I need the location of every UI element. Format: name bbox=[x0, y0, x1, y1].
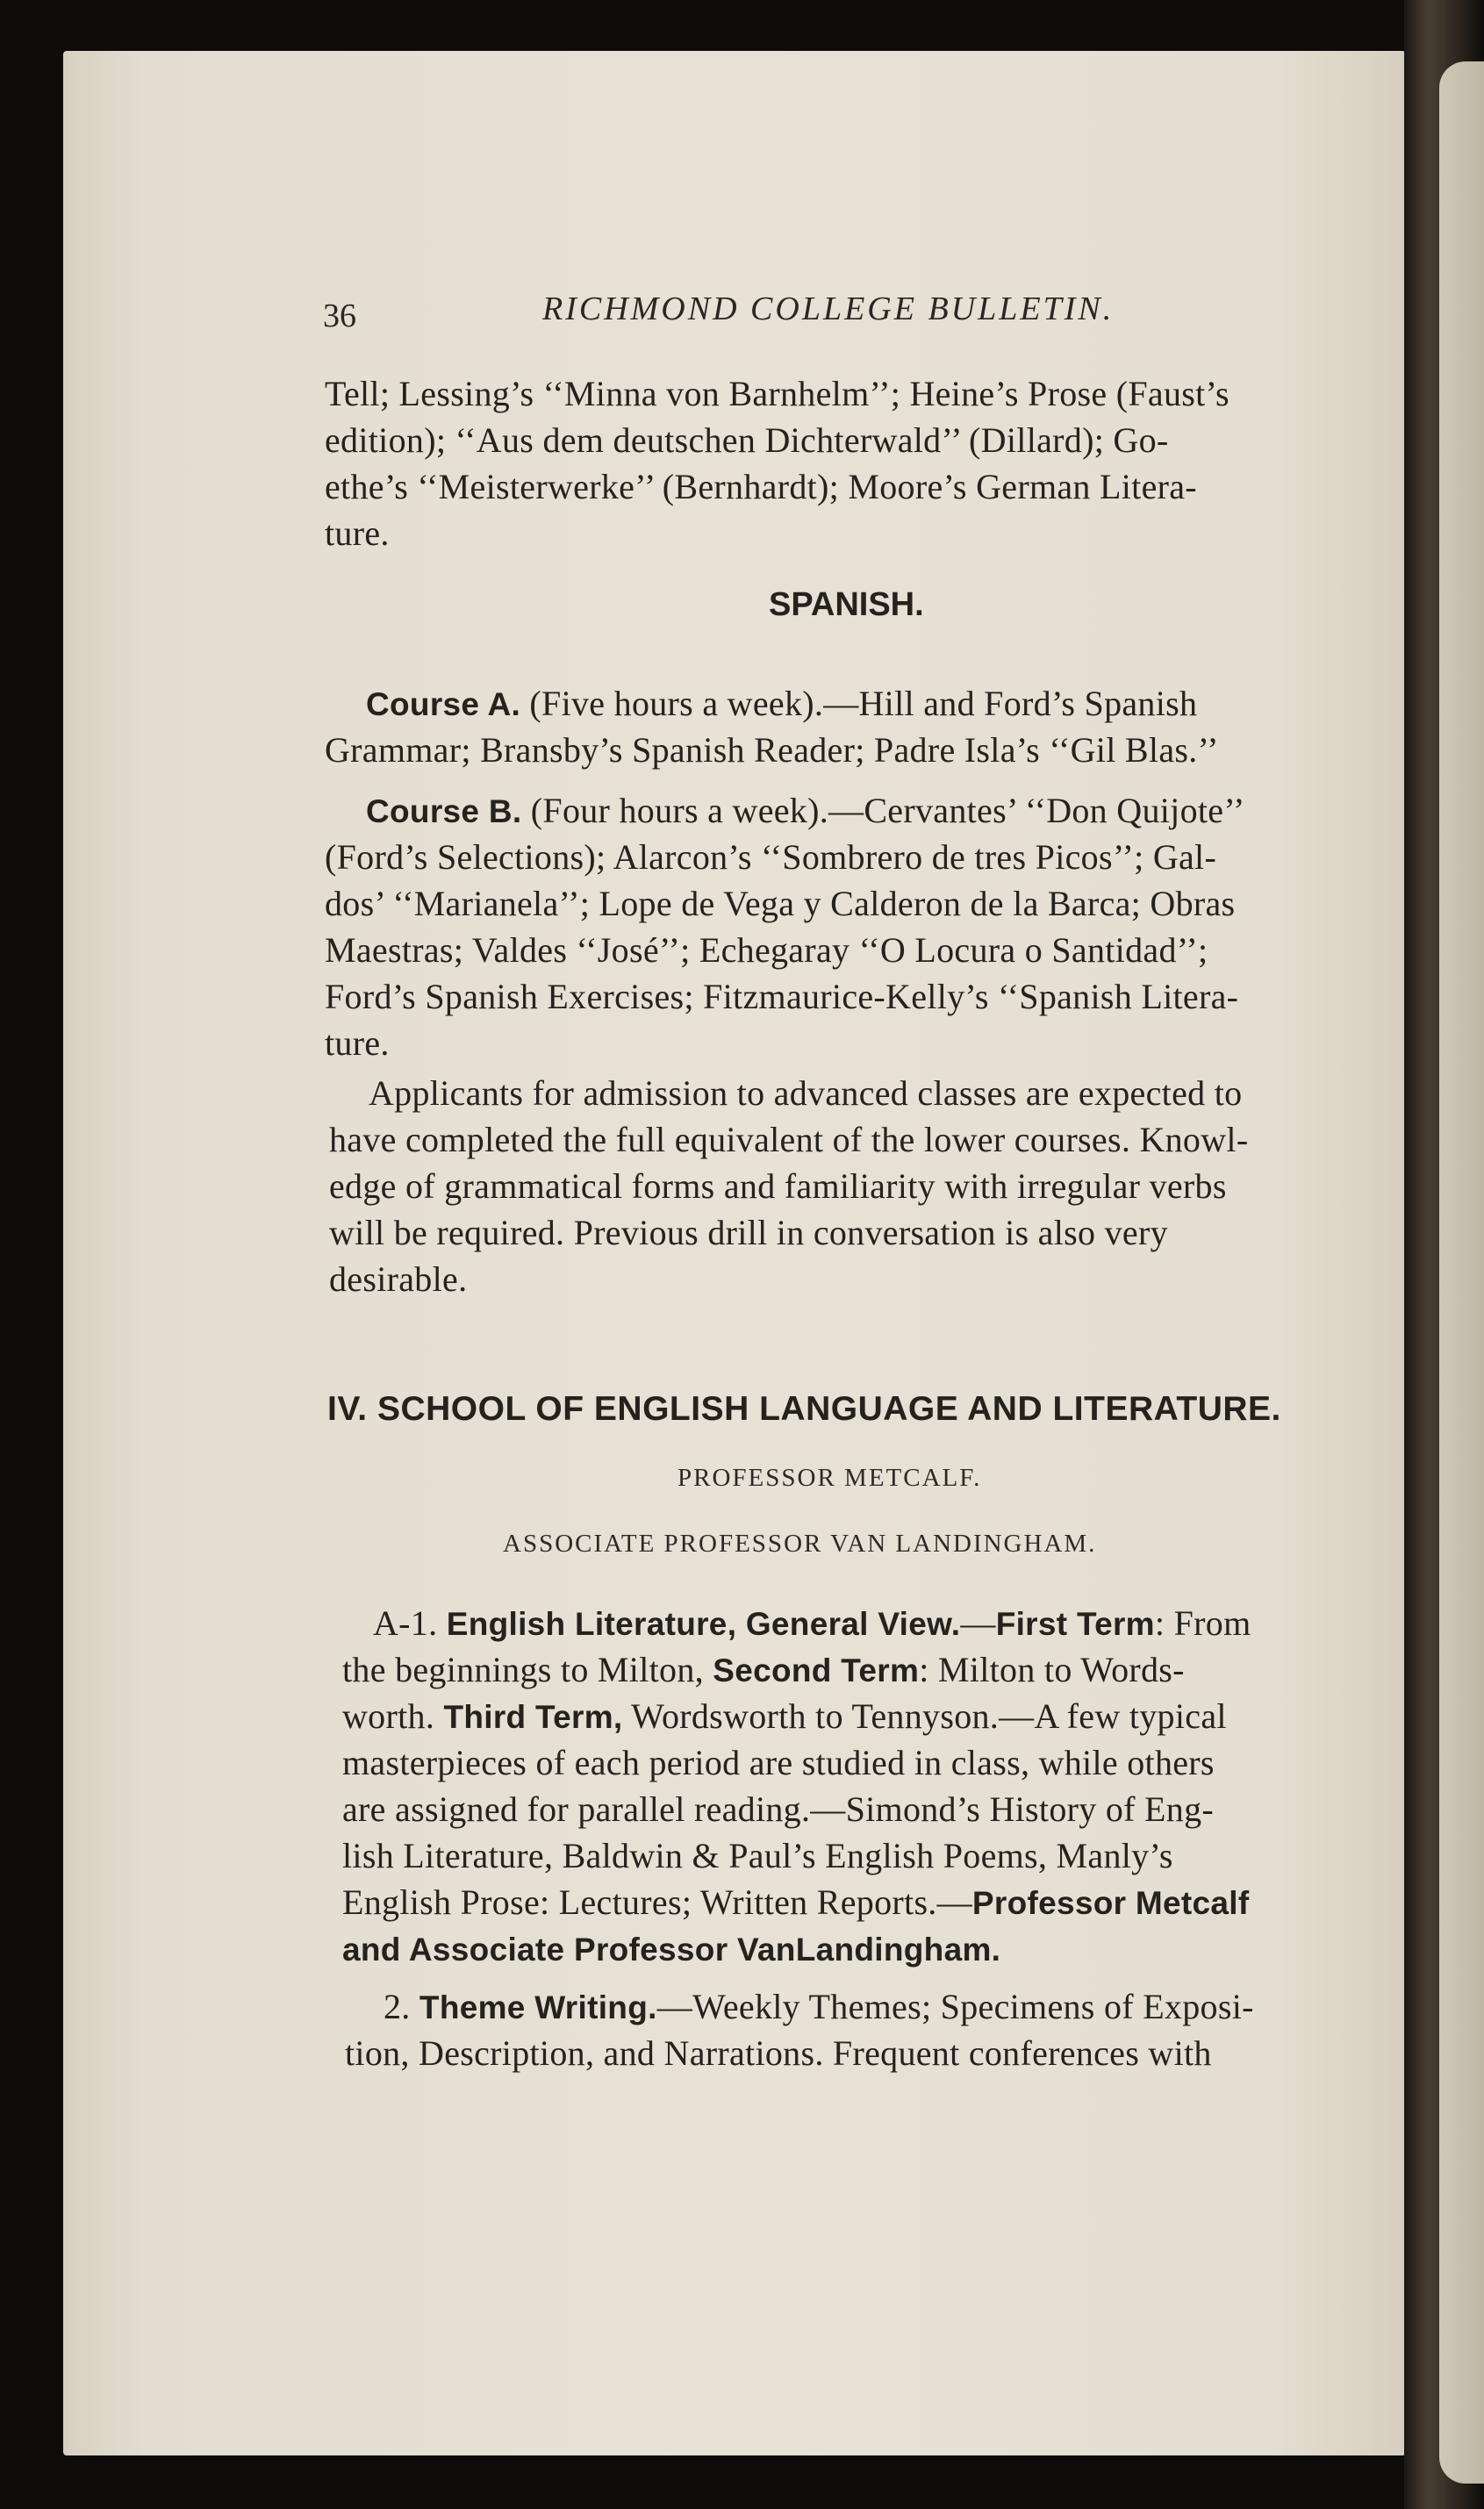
course-b-line-1 bbox=[366, 790, 1245, 831]
a1-dash: — bbox=[960, 1603, 996, 1643]
a1-third-term: Third Term, bbox=[443, 1699, 623, 1735]
course-b-text: (Four hours a week).—Cervantes’ ‘‘Don Quijote’’ bbox=[530, 791, 1245, 830]
a1-number: A-1. bbox=[373, 1603, 438, 1643]
item2-line1-rest: —Weekly Themes; Specimens of Exposi- bbox=[656, 1987, 1254, 2026]
applicants-line-3: edge of grammatical forms and familiarity with irregular verbs bbox=[329, 1166, 1227, 1206]
a1-line-7 bbox=[342, 1882, 1250, 1923]
a1-line-5: are assigned for parallel reading.—Simond’s History of Eng- bbox=[342, 1789, 1215, 1829]
course-a-label: Course A. bbox=[366, 686, 521, 722]
a1-line-3 bbox=[342, 1695, 1227, 1737]
a1-line-2 bbox=[342, 1649, 1185, 1690]
a1-line-6: lish Literature, Baldwin & Paul’s English Poems, Manly’s bbox=[342, 1836, 1173, 1875]
item2-title: Theme Writing. bbox=[419, 1989, 657, 2025]
course-b-line-4: Maestras; Valdes ‘‘José’’; Echegaray ‘‘O Locura o Santidad’’; bbox=[325, 930, 1208, 970]
section-title-english-school: IV. SCHOOL OF ENGLISH LANGUAGE AND LITERATURE. bbox=[327, 1390, 1281, 1428]
applicants-line-5: desirable. bbox=[329, 1259, 468, 1299]
item2-line-2: tion, Description, and Narrations. Frequent conferences with bbox=[345, 2033, 1212, 2073]
course-a-line-1 bbox=[366, 683, 1197, 724]
a1-first-term: First Term bbox=[995, 1606, 1155, 1642]
associate-professor-name: ASSOCIATE PROFESSOR VAN LANDINGHAM. bbox=[503, 1530, 1097, 1558]
intro-line-2: edition); ‘‘Aus dem deutschen Dichterwald’’ (Dillard); Go- bbox=[325, 420, 1169, 460]
a1-line2-start: the beginnings to Milton, bbox=[342, 1650, 704, 1689]
course-b-line-6: ture. bbox=[325, 1023, 390, 1063]
intro-line-4: ture. bbox=[325, 513, 390, 553]
section-title-spanish: SPANISH. bbox=[769, 586, 924, 623]
a1-line1-rest: : From bbox=[1154, 1603, 1251, 1643]
running-title: RICHMOND COLLEGE BULLETIN. bbox=[542, 290, 1115, 327]
a1-course-title: English Literature, General View. bbox=[446, 1606, 961, 1642]
course-b-label: Course B. bbox=[366, 793, 522, 829]
course-b-line-2: (Ford’s Selections); Alarcon’s ‘‘Sombrero de tres Picos’’; Gal- bbox=[325, 837, 1217, 877]
course-b-line-3: dos’ ‘‘Marianela’’; Lope de Vega y Calderon de la Barca; Obras bbox=[325, 884, 1236, 923]
applicants-line-4: will be required. Previous drill in conversation is also very bbox=[329, 1213, 1168, 1252]
course-a-text: (Five hours a week).—Hill and Ford’s Spanish bbox=[529, 684, 1198, 723]
item2-line-1 bbox=[384, 1986, 1254, 2027]
a1-line2-rest: : Milton to Words- bbox=[919, 1650, 1185, 1689]
course-b-line-5: Ford’s Spanish Exercises; Fitzmaurice-Kelly’s ‘‘Spanish Litera- bbox=[325, 977, 1239, 1016]
intro-line-1: Tell; Lessing’s ‘‘Minna von Barnhelm’’; Heine’s Prose (Faust’s bbox=[325, 374, 1229, 413]
course-a-line-2: Grammar; Bransby’s Spanish Reader; Padre Isla’s ‘‘Gil Blas.’’ bbox=[325, 730, 1219, 770]
a1-line-1 bbox=[373, 1602, 1251, 1644]
applicants-line-2: have completed the full equivalent of the lower courses. Knowl- bbox=[329, 1120, 1249, 1159]
a1-second-term: Second Term bbox=[713, 1652, 920, 1688]
a1-associate-credit: and Associate Professor VanLandingham. bbox=[342, 1932, 1001, 1968]
page-number: 36 bbox=[323, 297, 356, 334]
facing-page-edge bbox=[1439, 61, 1484, 2484]
intro-line-3: ethe’s ‘‘Meisterwerke’’ (Bernhardt); Moore’s German Litera- bbox=[325, 467, 1197, 506]
a1-line-8 bbox=[342, 1928, 1000, 1969]
a1-line3-start: worth. bbox=[342, 1696, 435, 1736]
a1-professor-credit: Professor Metcalf bbox=[971, 1885, 1250, 1921]
a1-line7-start: English Prose: Lectures; Written Reports.— bbox=[342, 1882, 972, 1922]
applicants-line-1: Applicants for admission to advanced classes are expected to bbox=[369, 1073, 1243, 1113]
a1-line-4: masterpieces of each period are studied in class, while others bbox=[342, 1743, 1215, 1782]
professor-name: PROFESSOR METCALF. bbox=[677, 1464, 982, 1492]
a1-line3-rest: Wordsworth to Tennyson.—A few typical bbox=[631, 1696, 1227, 1736]
item2-number: 2. bbox=[384, 1987, 411, 2026]
